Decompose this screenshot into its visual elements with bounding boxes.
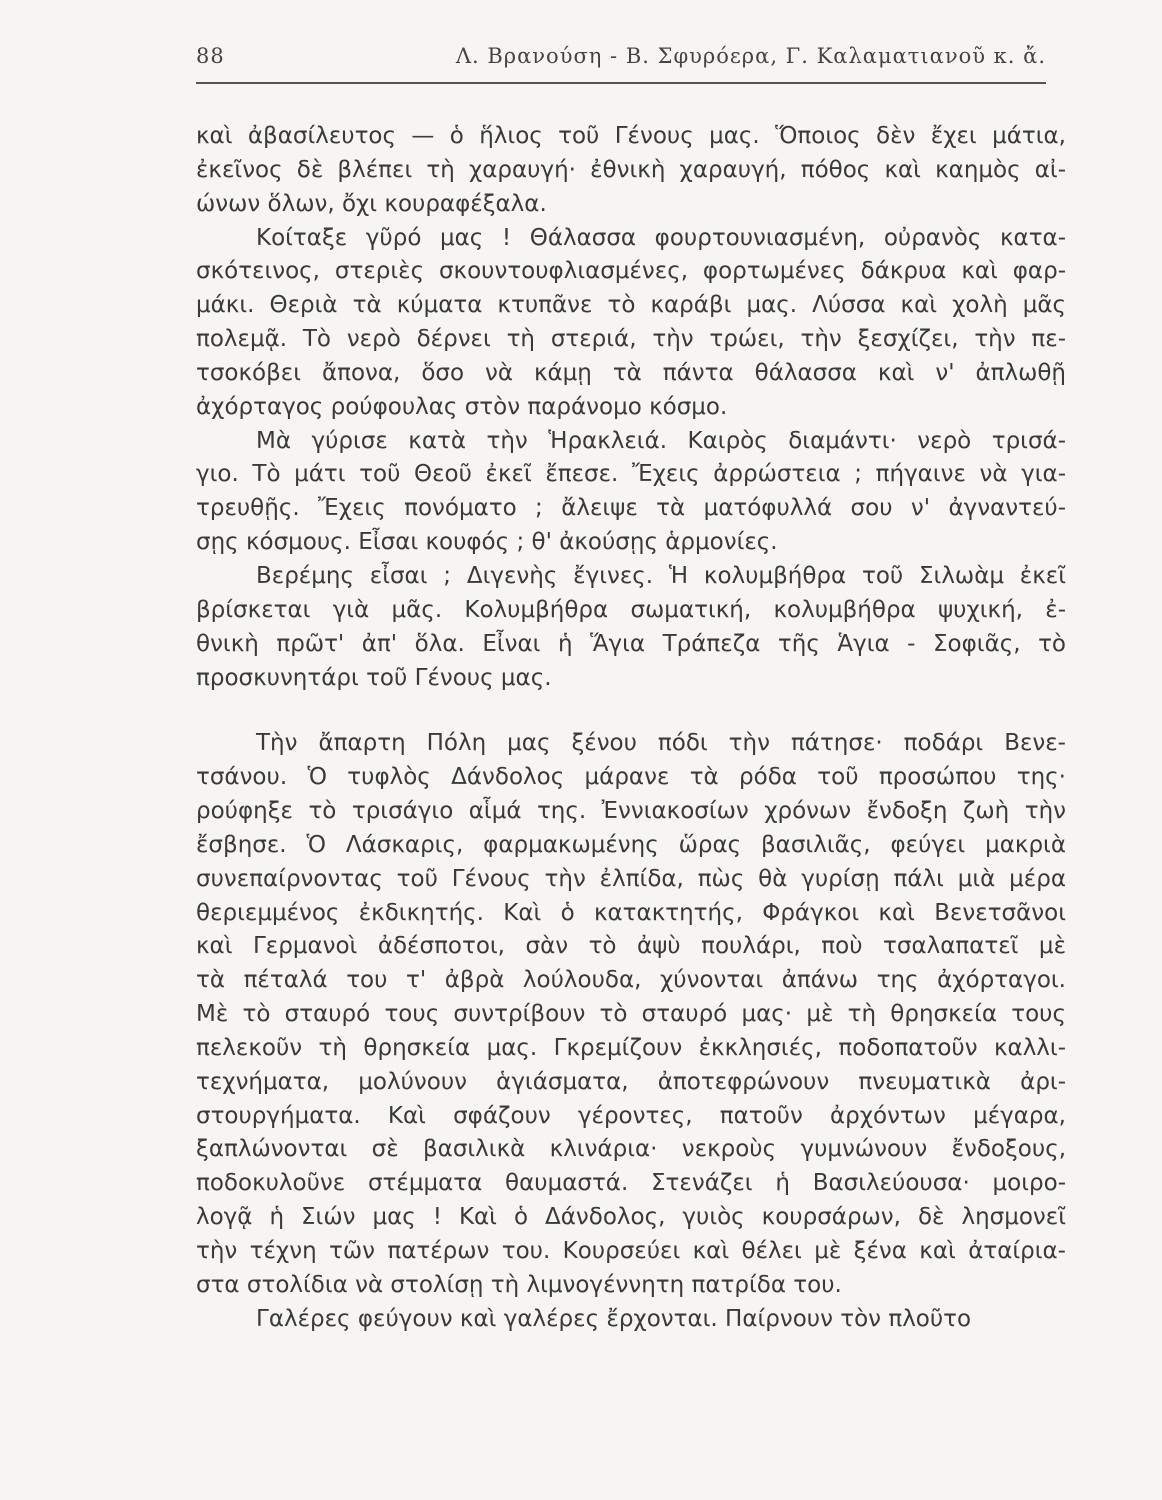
text-line: Γαλέρες φεύγουν καὶ γαλέρες ἔρχονται. Παίρνουν τὸν πλοῦτο xyxy=(256,1305,972,1332)
text-line: γιο. Τὸ μάτι τοῦ Θεοῦ ἐκεῖ ἔπεσε. Ἔχεις ἀρρώστεια ; πήγαινε νὰ για- xyxy=(196,461,1066,488)
body-text xyxy=(196,120,1066,1337)
text-line: τεχνήματα, μολύνουν ἁγιάσματα, ἀποτεφρώνουν πνευματικὰ ἀρι- xyxy=(196,1068,1066,1095)
text-line: τσάνου. Ὁ τυφλὸς Δάνδολος μάρανε τὰ ρόδα τοῦ προσώπου της· xyxy=(196,764,1066,791)
text-line: στα στολίδια νὰ στολίσῃ τὴ λιμνογέννητη πατρίδα του. xyxy=(196,1271,842,1298)
page-number: 88 xyxy=(196,44,225,68)
text-line: ἔσβησε. Ὁ Λάσκαρις, φαρμακωμένης ὥρας βασιλιᾶς, φεύγει μακριὰ xyxy=(196,831,1066,858)
text-line: Τὴν ἄπαρτη Πόλη μας ξένου πόδι τὴν πάτησε· ποδάρι Βενε- xyxy=(256,730,1066,757)
text-line: θνικὴ πρῶτ' ἀπ' ὅλα. Εἶναι ἡ Ἅγια Τράπεζα τῆς Ἁγια - Σοφιᾶς, τὸ xyxy=(196,630,1066,657)
text-line: τὰ πέταλά του τ' ἀβρὰ λούλουδα, χύνονται ἀπάνω της ἀχόρταγοι. xyxy=(196,967,1066,994)
text-line: βρίσκεται γιὰ μᾶς. Κολυμβήθρα σωματική, κολυμβήθρα ψυχική, ἐ- xyxy=(196,596,1066,623)
paragraph xyxy=(196,560,1066,695)
text-line: ἀχόρταγος ρούφουλας στὸν παράνομο κόσμο. xyxy=(196,393,728,420)
text-line: καὶ ἀβασίλευτος — ὁ ἥλιος τοῦ Γένους μας. Ὅποιος δὲν ἔχει μάτια, xyxy=(196,123,1066,149)
paragraph xyxy=(196,1303,1066,1337)
text-line: Μὰ γύρισε κατὰ τὴν Ἡρακλειά. Καιρὸς διαμάντι· νερὸ τρισά- xyxy=(256,427,1066,454)
running-head xyxy=(196,40,1066,80)
text-line: τὴν τέχνη τῶν πατέρων του. Κουρσεύει καὶ θέλει μὲ ξένα καὶ ἀταίρια- xyxy=(196,1238,1066,1264)
text-line: ποδοκυλοῦνε στέμματα θαυμαστά. Στενάζει ἡ Βασιλεύουσα· μοιρο- xyxy=(196,1170,1066,1197)
paragraph xyxy=(196,727,1066,1302)
text-line: συνεπαίρνοντας τοῦ Γένους τὴν ἐλπίδα, πὼς θὰ γυρίσῃ πάλι μιὰ μέρα xyxy=(196,865,1066,892)
text-line: στουργήματα. Καὶ σφάζουν γέροντες, πατοῦν ἀρχόντων μέγαρα, xyxy=(196,1102,1066,1129)
text-line: καὶ Γερμανοὶ ἀδέσποτοι, σὰν τὸ ἀψὺ πουλάρι, ποὺ τσαλαπατεῖ μὲ xyxy=(196,933,1066,960)
paragraph xyxy=(196,425,1066,560)
paragraph xyxy=(196,222,1066,425)
text-line: θεριεμμένος ἐκδικητής. Καὶ ὁ κατακτητής, Φράγκοι καὶ Βενετσᾶνοι xyxy=(196,899,1066,926)
text-line: λογᾷ ἡ Σιών μας ! Καὶ ὁ Δάνδολος, γυιὸς κουρσάρων, δὲ λησμονεῖ xyxy=(196,1204,1066,1231)
text-line: τσοκόβει ἄπονα, ὅσο νὰ κάμῃ τὰ πάντα θάλασσα καὶ ν' ἀπλωθῇ xyxy=(196,359,1066,386)
header-authors: Λ. Βρανούση - Β. Σφυρόερα, Γ. Καλαματιανοῦ κ. ἄ. xyxy=(455,44,1046,68)
text-line: πολεμᾷ. Τὸ νερὸ δέρνει τὴ στεριά, τὴν τρώει, τὴν ξεσχίζει, τὴν πε- xyxy=(196,326,1066,353)
text-line: Κοίταξε γῦρό μας ! Θάλασσα φουρτουνιασμένη, οὐρανὸς κατα- xyxy=(256,224,1066,251)
text-line: σκότεινος, στεριὲς σκουντουφλιασμένες, φορτωμένες δάκρυα καὶ φαρ- xyxy=(196,258,1066,285)
paragraph xyxy=(196,120,1066,222)
text-line: μάκι. Θεριὰ τὰ κύματα κτυπᾶνε τὸ καράβι μας. Λύσσα καὶ χολὴ μᾶς xyxy=(196,292,1066,319)
text-line: προσκυνητάρι τοῦ Γένους μας. xyxy=(196,664,552,691)
text-line: πελεκοῦν τὴ θρησκεία μας. Γκρεμίζουν ἐκκλησιές, ποδοπατοῦν καλλι- xyxy=(196,1034,1066,1061)
text-line: Μὲ τὸ σταυρό τους συντρίβουν τὸ σταυρό μας· μὲ τὴ θρησκεία τους xyxy=(196,1001,1066,1028)
text-line: Βερέμης εἶσαι ; Διγενὴς ἔγινες. Ἡ κολυμβήθρα τοῦ Σιλωὰμ ἐκεῖ xyxy=(256,562,1066,589)
text-line: σῃς κόσμους. Εἶσαι κουφός ; θ' ἀκούσῃς ἁρμονίες. xyxy=(196,529,778,556)
text-line: ξαπλώνονται σὲ βασιλικὰ κλινάρια· νεκροὺς γυμνώνουν ἔνδοξους, xyxy=(196,1136,1066,1163)
header-rule xyxy=(196,82,1046,84)
section-gap xyxy=(196,695,1066,727)
text-line: ρούφηξε τὸ τρισάγιο αἷμά της. Ἐννιακοσίων χρόνων ἔνδοξη ζωὴ τὴν xyxy=(196,798,1066,825)
text-line: τρευθῇς. Ἔχεις πονόματο ; ἄλειψε τὰ ματόφυλλά σου ν' ἀγναντεύ- xyxy=(196,495,1066,522)
text-line: ώνων ὅλων, ὄχι κουραφέξαλα. xyxy=(196,190,547,217)
text-line: ἐκεῖνος δὲ βλέπει τὴ χαραυγή· ἐθνικὴ χαραυγή, πόθος καὶ καημὸς αἰ- xyxy=(196,156,1066,183)
